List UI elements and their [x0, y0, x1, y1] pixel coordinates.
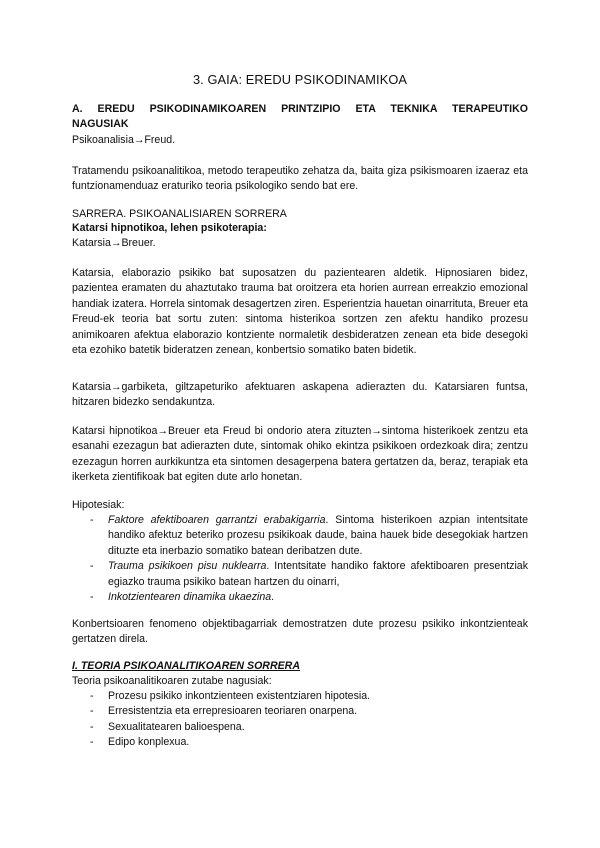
hipotesia-lead: Trauma psikikoen pisu nuklearra — [108, 560, 267, 573]
section-i-heading: I. TEORIA PSIKOANALITIKOAREN SORRERA — [72, 660, 300, 672]
hipotesia-text: . Intentsitate handiko faktore afektiboaren presentziak egiazko trauma psikiko batean hartzen du oinarri, — [108, 560, 528, 588]
section-a-paragraph: Tratamendu psikoanalitikoa, metodo terapeutiko zehatza da, baita giza psikismoaren izaeraz eta funtzionamenduaz eraturiko teoria psikologiko sendo bat ere. — [72, 165, 528, 193]
section-a-heading-line1: A. EREDU PSIKODINAMIKOAREN PRINTZIPIO ETA TEKNIKA TERAPEUTIKO — [72, 103, 528, 115]
list-item: - Prozesu psikiko inkontzienteen existentziaren hipotesia. — [72, 689, 528, 704]
sarrera-heading: SARRERA. PSIKOANALISIAREN SORRERA — [72, 208, 287, 220]
section-i-list — [72, 689, 528, 751]
hipotesia-text: . — [271, 591, 275, 604]
section-a-heading-line2: NAGUSIAK — [72, 118, 129, 131]
list-item — [72, 590, 528, 605]
hipotesiak-label: Hipotesiak: — [72, 499, 125, 511]
list-item: - Sexualitatearen balioespena. — [72, 720, 528, 735]
section-a-heading — [72, 102, 528, 133]
page-title: 3. GAIA: EREDU PSIKODINAMIKOA — [192, 72, 408, 87]
list-item: - Erresistentzia eta errepresioaren teoriaren onarpena. — [72, 704, 528, 719]
hipotesia-lead: Faktore afektiboaren garrantzi erabakigarria — [108, 514, 326, 526]
list-item: - Edipo konplexua. — [72, 735, 528, 750]
hipotesiak-list — [72, 513, 528, 605]
hipotesia-lead: Inkotzientearen dinamika ukaezina — [108, 591, 272, 604]
sarrera-subheading: Katarsi hipnotikoa, lehen psikoterapia: — [72, 222, 267, 234]
sarrera-paragraph-1: Katarsia, elaborazio psikiko bat suposatzen du pazientearen aldetik. Hipnosiaren bidez, pazientea eramaten du ahaztutako trauma bat oroitzera eta horien aurrean erreakzio emozional handiak izatera. Horrela sintomak desagertzen ziren. Esperientzia hauetan oinarrituta, Breuer eta Freud-ek teoria bat sortu zuten: sintoma histerikoa sortzen zen afektu handiko prozesu animikoaren afektua elaborazio kontziente normaletik desbideratzen zenean eta bide desegoki eta ezohiko batetik bideratzen zenean, konbertsio somatiko baten bidetik. — [72, 267, 528, 357]
section-i-intro: Teoria psikoanalitikoaren zutabe nagusiak: — [72, 675, 272, 687]
sarrera-paragraph-3: Katarsi hipnotikoa→Breuer eta Freud bi ondorio atera zituzten→sintoma histerikoek zentzu eta esanahi ezezagun bat adierazten dute, sintomak ohiko ekintza psikikoen ordezkoak dira; zentzu ezezagun horren aurkikuntza eta sintomen desagerpena batera gertatzen da, beraz, terapiak eta ikerketa zientifikoak bat egiten dute arlo honetan. — [72, 425, 528, 484]
section-a-subline: Psikoanalisia→Freud. — [72, 134, 176, 146]
list-item — [72, 559, 528, 590]
sarrera-paragraph-4: Konbertsioaren fenomeno objektibagarriak demostratzen dute prozesu psikiko inkontzienteak gertatzen direla. — [72, 618, 528, 646]
hipotesia-text: . Sintoma histerikoen azpian intentsitate handiko afektuz beteriko prozesu psikikoak daude, baina hauek bide desegokiak hartzen dituzte eta inerbazio somatiko batean deribatzen dute. — [108, 514, 528, 557]
sarrera-subline: Katarsia→Breuer. — [72, 237, 156, 249]
sarrera-paragraph-2: Katarsia→garbiketa, giltzapeturiko afektuaren askapena adierazten du. Katarsiaren funtsa, hitzaren bidezko sendakuntza. — [72, 381, 528, 409]
list-item — [72, 513, 528, 559]
